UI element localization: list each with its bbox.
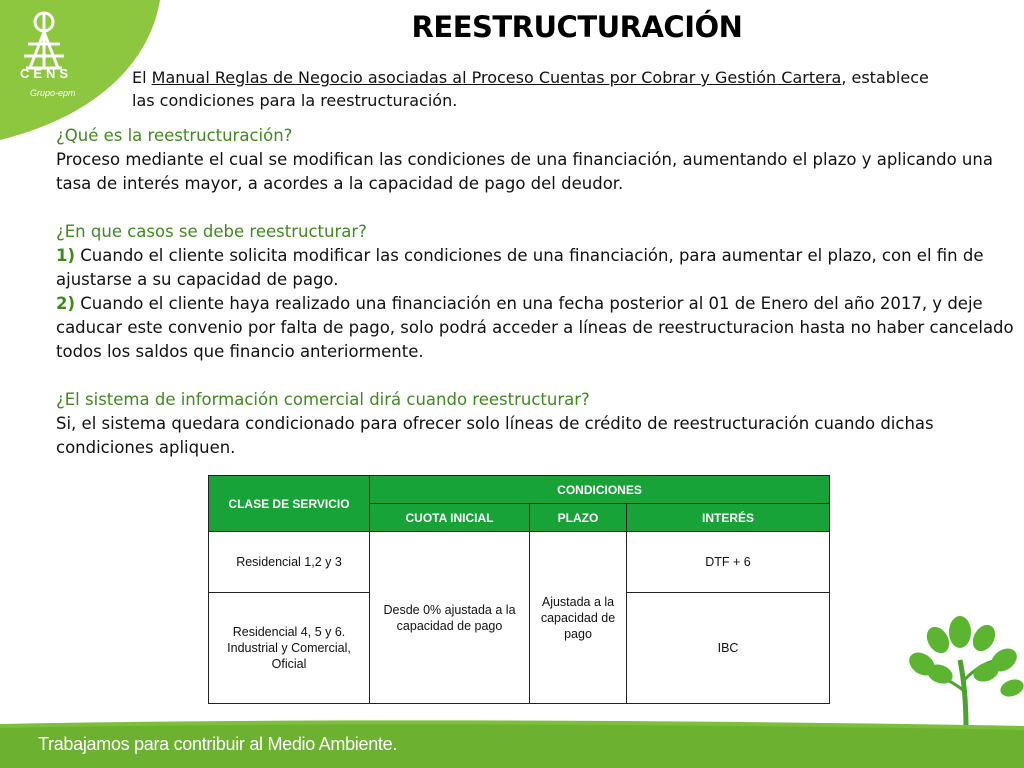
case-text-1: Cuando el cliente solicita modificar las condiciones de una financiación, para aumentar el plazo, con el fin de ajustarse a su capacidad de pago. bbox=[56, 246, 984, 289]
question-what-is: ¿Qué es la reestructuración? bbox=[56, 126, 293, 145]
question-system: ¿El sistema de información comercial dirá cuando reestructurar? bbox=[56, 390, 590, 409]
intro-suffix: , establece las condiciones para la reestructuración. bbox=[132, 68, 929, 110]
answer-what-is: Proceso mediante el cual se modifican las condiciones de una financiación, aumentando el plazo y aplicando una tasa de interés mayor, a acordes a la capacidad de pago del deudor. bbox=[56, 150, 993, 193]
footer-slogan: Trabajamos para contribuir al Medio Ambiente. bbox=[38, 734, 398, 754]
term-cell: Ajustada a la capacidad de pago bbox=[530, 532, 627, 704]
page-title: REESTRUCTURACIÓN bbox=[411, 10, 743, 44]
case-text-2: Cuando el cliente haya realizado una financiación en una fecha posterior al 01 de Enero del año 2017, y deje caducar este convenio por falta de pago, solo podrá acceder a líneas de reestructuracion hasta no haber cancelado todos los saldos que financio anteriormente. bbox=[56, 294, 1014, 361]
case-number-2: 2) bbox=[56, 294, 76, 313]
answer-system: Si, el sistema quedara condicionado para ofrecer solo líneas de crédito de reestructuración cuando dichas condiciones apliquen. bbox=[56, 414, 934, 457]
conditions-table bbox=[208, 475, 830, 704]
header-interest: INTERÉS bbox=[627, 504, 830, 532]
brand-group: Grupo-epm bbox=[30, 88, 76, 98]
initial-payment-cell: Desde 0% ajustada a la capacidad de pago bbox=[370, 532, 530, 704]
main-content bbox=[56, 124, 1016, 460]
intro-paragraph bbox=[132, 66, 932, 112]
tree-icon bbox=[900, 610, 1024, 730]
manual-reference-link[interactable]: Manual Reglas de Negocio asociadas al Proceso Cuentas por Cobrar y Gestión Cartera bbox=[151, 68, 842, 87]
header-conditions: CONDICIONES bbox=[370, 476, 830, 504]
row2-service: Residencial 4, 5 y 6. Industrial y Comercial, Oficial bbox=[209, 593, 370, 704]
row1-interest: DTF + 6 bbox=[627, 532, 830, 593]
header-initial-payment: CUOTA INICIAL bbox=[370, 504, 530, 532]
table-row bbox=[209, 532, 830, 593]
row2-interest: IBC bbox=[627, 593, 830, 704]
case-number-1: 1) bbox=[56, 246, 76, 265]
intro-prefix: El bbox=[132, 68, 152, 87]
row1-service: Residencial 1,2 y 3 bbox=[209, 532, 370, 593]
case-item-2 bbox=[56, 292, 1016, 364]
header-service-class: CLASE DE SERVICIO bbox=[209, 476, 370, 532]
brand-name: CENS bbox=[19, 66, 73, 81]
question-when: ¿En que casos se debe reestructurar? bbox=[56, 222, 367, 241]
case-item-1 bbox=[56, 244, 1016, 292]
header-term: PLAZO bbox=[530, 504, 627, 532]
